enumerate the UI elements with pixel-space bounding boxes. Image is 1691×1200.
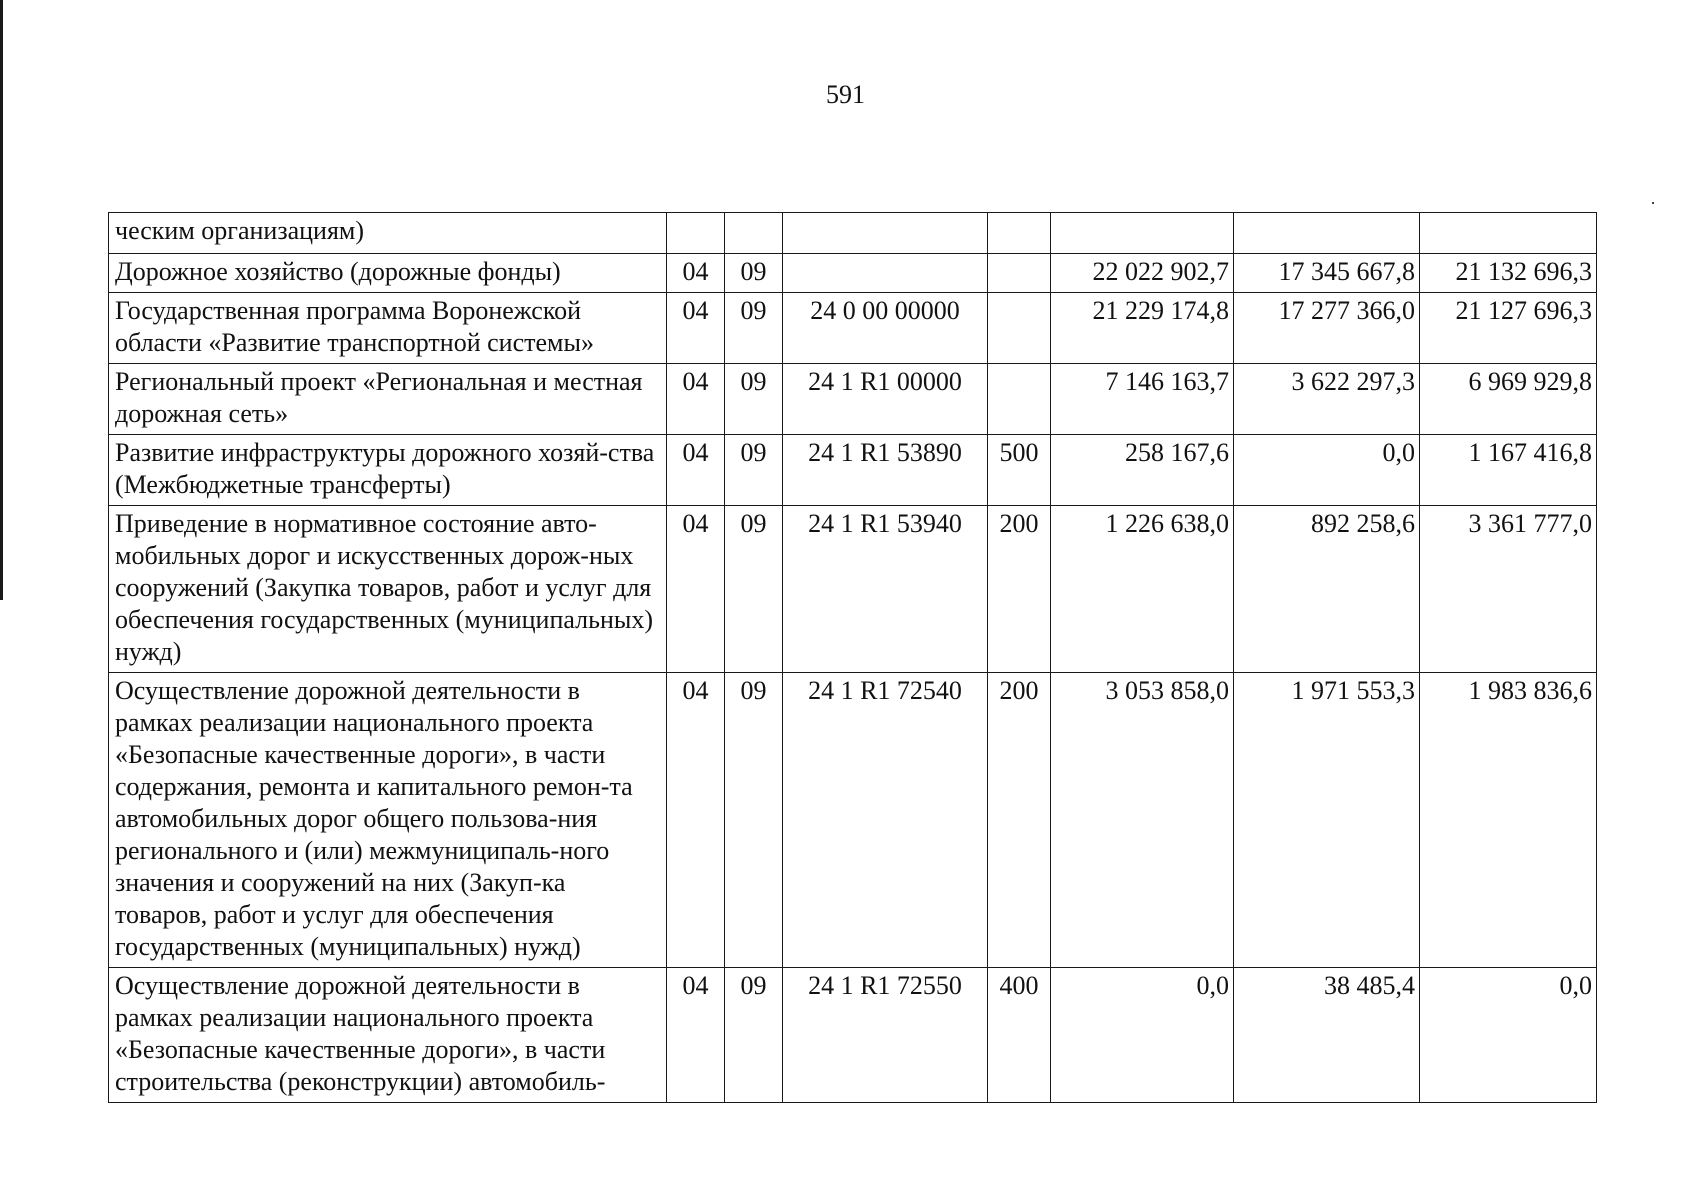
row-name: Развитие инфраструктуры дорожного хозяй-ства (Межбюджетные трансферты) bbox=[109, 435, 667, 506]
row-target-article-code bbox=[783, 254, 988, 293]
row-subsection-code: 09 bbox=[725, 506, 783, 673]
row-name: Региональный проект «Региональная и местная дорожная сеть» bbox=[109, 364, 667, 435]
row-target-article-code: 24 1 R1 72550 bbox=[783, 968, 988, 1103]
table-row bbox=[109, 506, 1597, 673]
row-amount-3: 1 167 416,8 bbox=[1420, 435, 1597, 506]
row-amount-1 bbox=[1051, 213, 1234, 254]
row-expense-type-code: 200 bbox=[988, 673, 1051, 968]
row-target-article-code: 24 1 R1 00000 bbox=[783, 364, 988, 435]
row-amount-2: 1 971 553,3 bbox=[1234, 673, 1420, 968]
row-amount-2: 17 345 667,8 bbox=[1234, 254, 1420, 293]
row-amount-2 bbox=[1234, 213, 1420, 254]
row-section-code: 04 bbox=[667, 293, 725, 364]
row-expense-type-code bbox=[988, 293, 1051, 364]
row-name: Государственная программа Воронежской области «Развитие транспортной системы» bbox=[109, 293, 667, 364]
table-row bbox=[109, 673, 1597, 968]
row-amount-2: 3 622 297,3 bbox=[1234, 364, 1420, 435]
row-amount-1: 7 146 163,7 bbox=[1051, 364, 1234, 435]
row-subsection-code: 09 bbox=[725, 254, 783, 293]
row-section-code: 04 bbox=[667, 673, 725, 968]
row-amount-3: 21 127 696,3 bbox=[1420, 293, 1597, 364]
row-expense-type-code bbox=[988, 254, 1051, 293]
row-amount-3: 1 983 836,6 bbox=[1420, 673, 1597, 968]
table-row bbox=[109, 254, 1597, 293]
row-amount-3: 0,0 bbox=[1420, 968, 1597, 1103]
row-amount-2: 0,0 bbox=[1234, 435, 1420, 506]
row-amount-1: 3 053 858,0 bbox=[1051, 673, 1234, 968]
row-section-code bbox=[667, 213, 725, 254]
row-amount-2: 38 485,4 bbox=[1234, 968, 1420, 1103]
row-name: ческим организациям) bbox=[109, 213, 667, 254]
table-row bbox=[109, 968, 1597, 1103]
row-section-code: 04 bbox=[667, 254, 725, 293]
row-amount-2: 17 277 366,0 bbox=[1234, 293, 1420, 364]
row-amount-1: 1 226 638,0 bbox=[1051, 506, 1234, 673]
row-name: Осуществление дорожной деятельности в рамках реализации национального проекта «Безопасные качественные дороги», в части содержания, ремонта и капитального ремон-та автомобильных дорог общего пользова-ния регионального и (или) межмуниципаль-ного значения и сооружений на них (Закуп-ка товаров, работ и услуг для обеспечения государственных (муниципальных) нужд) bbox=[109, 673, 667, 968]
row-subsection-code: 09 bbox=[725, 968, 783, 1103]
page-number: 591 bbox=[826, 80, 865, 109]
row-subsection-code: 09 bbox=[725, 673, 783, 968]
row-amount-3: 21 132 696,3 bbox=[1420, 254, 1597, 293]
table-row bbox=[109, 293, 1597, 364]
row-amount-1: 258 167,6 bbox=[1051, 435, 1234, 506]
row-section-code: 04 bbox=[667, 364, 725, 435]
row-amount-3 bbox=[1420, 213, 1597, 254]
row-amount-1: 0,0 bbox=[1051, 968, 1234, 1103]
table-row bbox=[109, 213, 1597, 254]
row-name: Осуществление дорожной деятельности в рамках реализации национального проекта «Безопасные качественные дороги», в части строительства (реконструкции) автомобиль- bbox=[109, 968, 667, 1103]
row-expense-type-code: 200 bbox=[988, 506, 1051, 673]
table-row bbox=[109, 435, 1597, 506]
row-name: Приведение в нормативное состояние авто-мобильных дорог и искусственных дорож-ных сооружений (Закупка товаров, работ и услуг для обеспечения государственных (муниципальных) нужд) bbox=[109, 506, 667, 673]
row-subsection-code: 09 bbox=[725, 364, 783, 435]
row-section-code: 04 bbox=[667, 968, 725, 1103]
row-subsection-code: 09 bbox=[725, 293, 783, 364]
row-expense-type-code: 400 bbox=[988, 968, 1051, 1103]
row-expense-type-code: 500 bbox=[988, 435, 1051, 506]
row-expense-type-code bbox=[988, 213, 1051, 254]
row-section-code: 04 bbox=[667, 506, 725, 673]
row-amount-3: 6 969 929,8 bbox=[1420, 364, 1597, 435]
row-name: Дорожное хозяйство (дорожные фонды) bbox=[109, 254, 667, 293]
row-amount-1: 21 229 174,8 bbox=[1051, 293, 1234, 364]
row-amount-1: 22 022 902,7 bbox=[1051, 254, 1234, 293]
row-subsection-code: 09 bbox=[725, 435, 783, 506]
row-section-code: 04 bbox=[667, 435, 725, 506]
scan-speck bbox=[1652, 202, 1654, 204]
row-target-article-code: 24 1 R1 53940 bbox=[783, 506, 988, 673]
row-amount-3: 3 361 777,0 bbox=[1420, 506, 1597, 673]
row-target-article-code: 24 0 00 00000 bbox=[783, 293, 988, 364]
row-subsection-code bbox=[725, 213, 783, 254]
row-target-article-code bbox=[783, 213, 988, 254]
row-target-article-code: 24 1 R1 53890 bbox=[783, 435, 988, 506]
table-row bbox=[109, 364, 1597, 435]
row-target-article-code: 24 1 R1 72540 bbox=[783, 673, 988, 968]
row-amount-2: 892 258,6 bbox=[1234, 506, 1420, 673]
budget-table bbox=[108, 212, 1597, 1103]
row-expense-type-code bbox=[988, 364, 1051, 435]
